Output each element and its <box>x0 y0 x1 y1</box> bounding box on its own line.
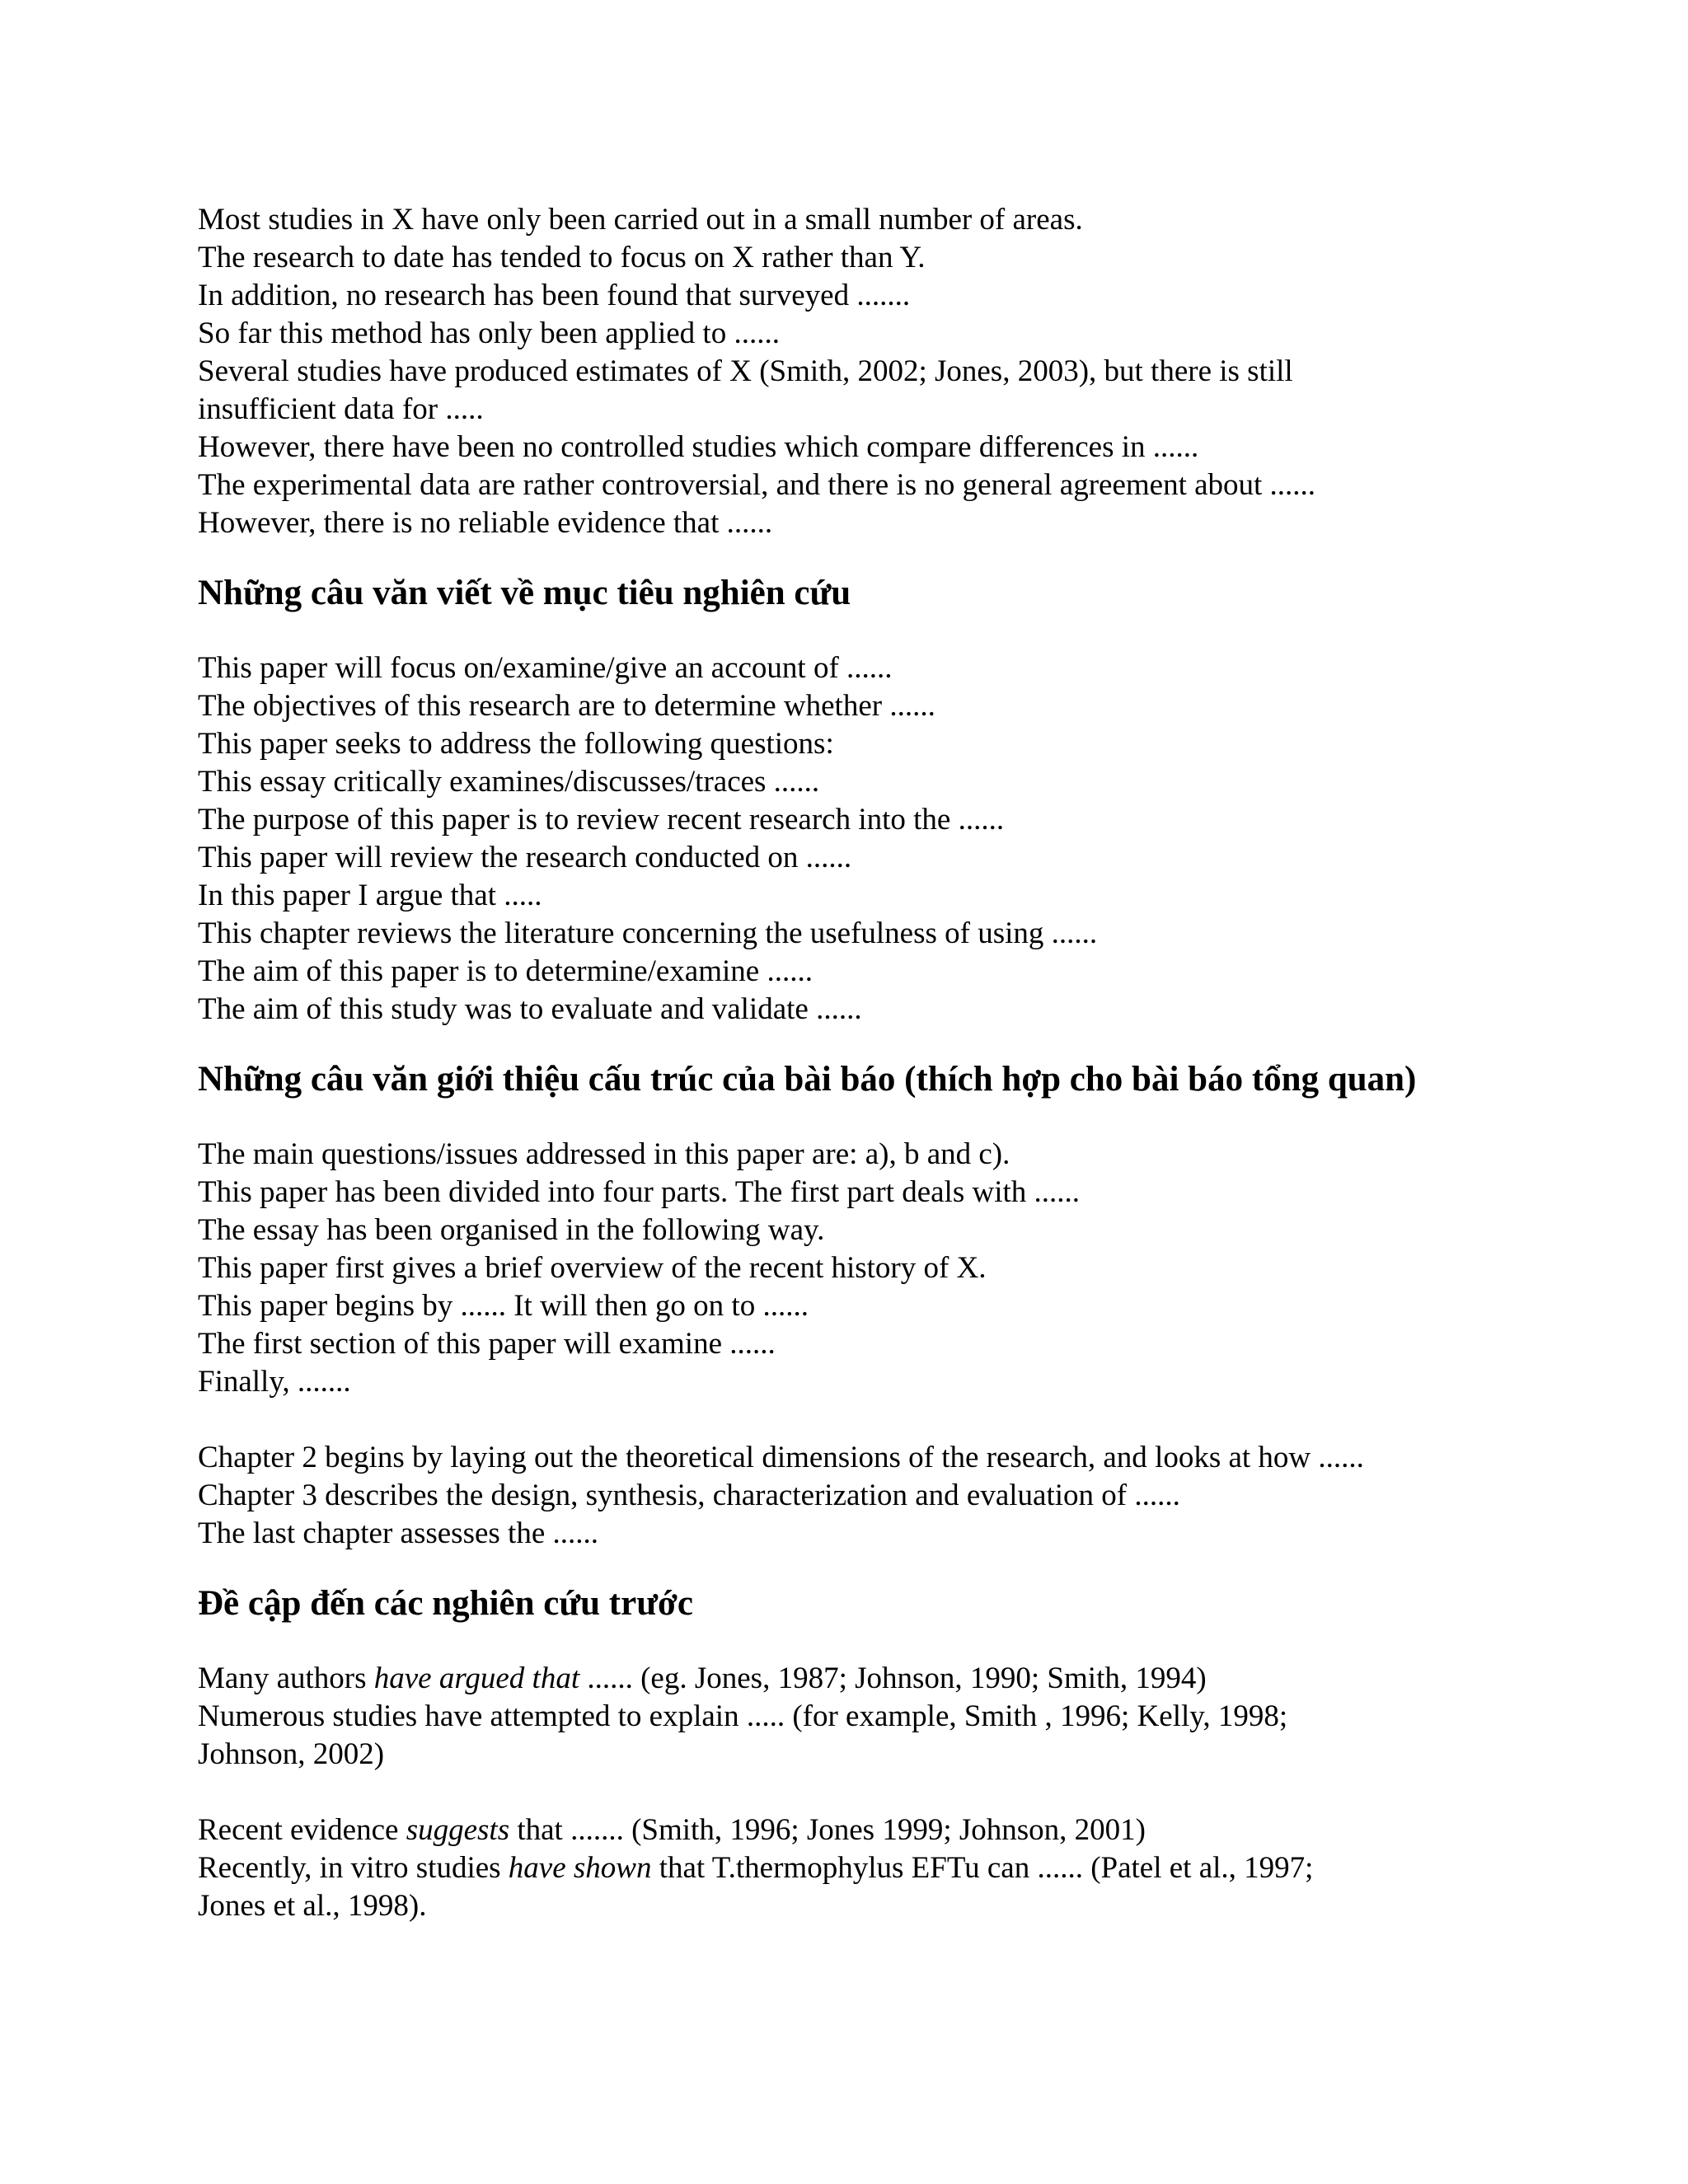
text-line: However, there have been no controlled studies which compare differences in ...... <box>198 430 1199 464</box>
spacer <box>198 1101 1517 1136</box>
previous-studies-sentences <box>198 1660 1517 1774</box>
text-line <box>198 1660 1517 1698</box>
text-line: The research to date has tended to focus on X rather than Y. <box>198 241 926 274</box>
text-line: Several studies have produced estimates of X (Smith, 2002; Jones, 2003), but there is still <box>198 354 1293 388</box>
italic-phrase: have argued that <box>373 1661 580 1695</box>
research-aims-sentences <box>198 649 1517 1029</box>
spacer <box>198 1553 1517 1582</box>
text-line <box>198 1811 1517 1849</box>
text-line: The experimental data are rather controversial, and there is no general agreement about ...... <box>198 468 1316 502</box>
chapter-outline-sentences <box>198 1439 1517 1553</box>
paper-structure-sentences <box>198 1136 1517 1401</box>
text-line: This paper will focus on/examine/give an account of ...... <box>198 651 893 685</box>
text-line: Chapter 2 begins by laying out the theoretical dimensions of the research, and looks at how ...... <box>198 1441 1364 1474</box>
text-line: In this paper I argue that ..... <box>198 879 542 912</box>
text-line: This chapter reviews the literature concerning the usefulness of using ...... <box>198 916 1098 950</box>
text-line: Numerous studies have attempted to explain ..... (for example, Smith , 1996; Kelly, 1998; <box>198 1699 1288 1733</box>
text-line: Johnson, 2002) <box>198 1737 385 1771</box>
spacer <box>198 1401 1517 1439</box>
recent-evidence-sentences <box>198 1811 1517 1925</box>
text-line: This paper seeks to address the following questions: <box>198 727 834 761</box>
text-line: So far this method has only been applied to ...... <box>198 316 780 350</box>
text-line: The objectives of this research are to determine whether ...... <box>198 689 935 723</box>
spacer <box>198 1029 1517 1058</box>
text-fragment: Recently, in vitro studies <box>198 1851 509 1885</box>
text-fragment: Recent evidence <box>198 1813 406 1847</box>
heading-research-aims: Những câu văn viết về mục tiêu nghiên cứu <box>198 574 851 612</box>
text-line: Jones et al., 1998). <box>198 1889 427 1923</box>
text-line: However, there is no reliable evidence that ...... <box>198 506 773 540</box>
text-line: The purpose of this paper is to review recent research into the ...... <box>198 803 1005 837</box>
text-line: Most studies in X have only been carried out in a small number of areas. <box>198 203 1083 237</box>
text-fragment: ...... (eg. Jones, 1987; Johnson, 1990; Smith, 1994) <box>579 1661 1207 1695</box>
italic-phrase: suggests <box>406 1813 510 1847</box>
text-line: This paper has been divided into four parts. The first part deals with ...... <box>198 1175 1081 1209</box>
text-fragment: that T.thermophylus EFTu can ...... (Patel et al., 1997; <box>651 1851 1314 1885</box>
heading-paper-structure: Những câu văn giới thiệu cấu trúc của bài báo (thích hợp cho bài báo tổng quan) <box>198 1060 1417 1099</box>
document-page <box>198 201 1517 1925</box>
text-line: This paper will review the research conducted on ...... <box>198 841 852 874</box>
text-line: Chapter 3 describes the design, synthesis, characterization and evaluation of ...... <box>198 1479 1180 1512</box>
text-line: The aim of this study was to evaluate and validate ...... <box>198 992 862 1026</box>
text-line: insufficient data for ..... <box>198 392 484 426</box>
text-line: This essay critically examines/discusses/traces ...... <box>198 765 820 799</box>
spacer <box>198 1774 1517 1811</box>
spacer <box>198 1625 1517 1660</box>
research-gap-sentences <box>198 201 1517 542</box>
text-line: The aim of this paper is to determine/examine ...... <box>198 954 813 988</box>
text-line: The main questions/issues addressed in this paper are: a), b and c). <box>198 1137 1010 1171</box>
text-line: Finally, ....... <box>198 1365 351 1399</box>
text-line: The last chapter assesses the ...... <box>198 1516 598 1550</box>
spacer <box>198 615 1517 649</box>
spacer <box>198 542 1517 572</box>
text-line <box>198 1849 1517 1887</box>
text-fragment: Many authors <box>198 1661 374 1695</box>
italic-phrase: have shown <box>508 1851 652 1885</box>
text-line: The first section of this paper will examine ...... <box>198 1327 776 1361</box>
text-line: This paper first gives a brief overview of the recent history of X. <box>198 1251 987 1285</box>
text-line: This paper begins by ...... It will then go on to ...... <box>198 1289 809 1323</box>
text-line: The essay has been organised in the following way. <box>198 1213 825 1247</box>
text-line: In addition, no research has been found that surveyed ....... <box>198 279 911 312</box>
text-fragment: that ....... (Smith, 1996; Jones 1999; Johnson, 2001) <box>509 1813 1146 1847</box>
heading-previous-studies: Đề cập đến các nghiên cứu trước <box>198 1584 693 1623</box>
